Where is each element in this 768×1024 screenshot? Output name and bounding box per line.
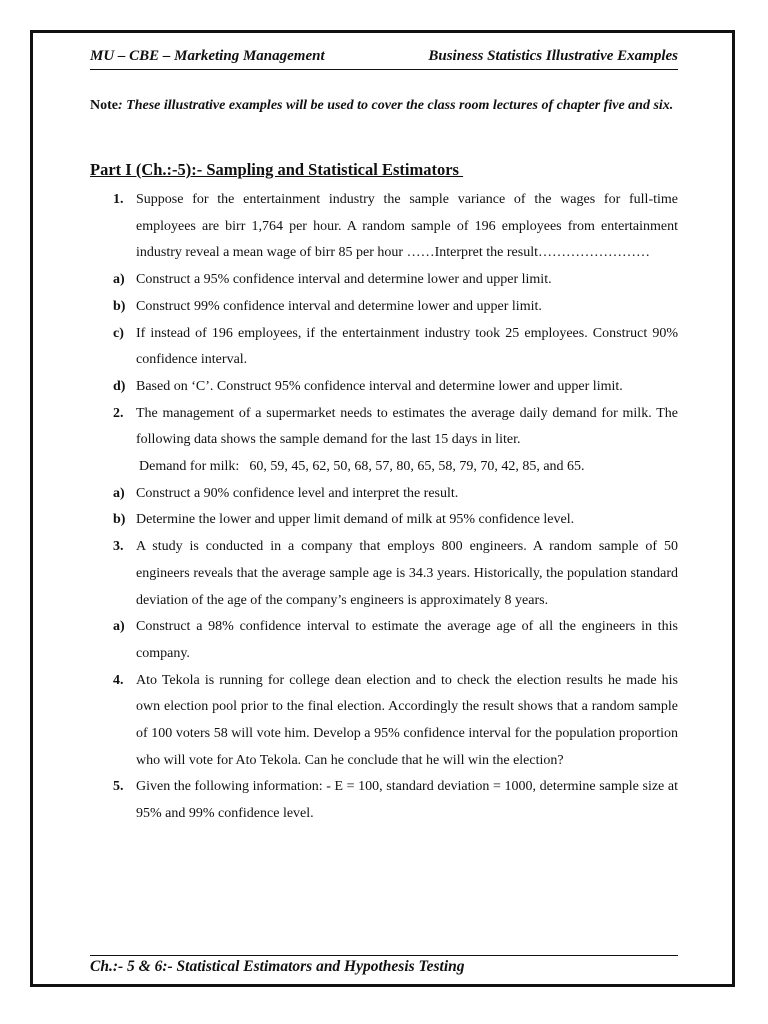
question-1a (90, 267, 678, 294)
question-list (90, 187, 678, 828)
item-text: Construct a 95% confidence interval and determine lower and upper limit. (136, 272, 552, 288)
question-2a (90, 481, 678, 508)
item-text: Given the following information: - E = 100, standard deviation = 1000, determine sample size at 95% and 99% confidence level. (136, 779, 678, 822)
item-marker: d) (113, 378, 126, 394)
item-marker: 4. (113, 672, 124, 688)
item-marker: b) (113, 298, 126, 314)
note-text: : These illustrative examples will be used to cover the class room lectures of chapter five and six. (118, 98, 674, 113)
item-text: Determine the lower and upper limit demand of milk at 95% confidence level. (136, 512, 575, 528)
note-paragraph (90, 92, 678, 119)
question-5 (90, 774, 678, 827)
header-course: MU – CBE – Marketing Management (90, 48, 325, 64)
question-2 (90, 401, 678, 454)
item-text: Construct 99% confidence interval and determine lower and upper limit. (136, 298, 542, 314)
item-marker: 1. (113, 192, 124, 207)
header-title: Business Statistics Illustrative Examples (428, 48, 678, 64)
page-header (90, 47, 678, 70)
demand-label: Demand for milk: (139, 459, 240, 475)
question-4 (90, 668, 678, 775)
question-1 (90, 187, 678, 267)
item-marker: 3. (113, 539, 124, 555)
item-marker: 5. (113, 779, 124, 795)
item-text: Suppose for the entertainment industry the sample variance of the wages for full-time employees are birr 1,764 per hour. A random sample of 196 employees from entertainment industry reveal a mean wage of birr 85 per hour ……Interpret the result…………………… (136, 192, 678, 261)
item-text: If instead of 196 employees, if the entertainment industry took 25 employees. Construct 90% confidence interval. (136, 325, 678, 368)
item-marker: b) (113, 512, 126, 528)
item-marker: 2. (113, 405, 124, 421)
item-text: Construct a 98% confidence interval to estimate the average age of all the engineers in this company. (136, 619, 678, 661)
item-marker: a) (113, 619, 125, 635)
item-text: A study is conducted in a company that employs 800 engineers. A random sample of 50 engineers reveals that the average sample age is 34.3 years. Historically, the population standard deviation of the age of the company’s engineers is approximately 8 years. (136, 539, 678, 608)
item-marker: a) (113, 272, 125, 288)
note-label: Note (90, 98, 118, 113)
part-title: Part I (Ch.:-5):- Sampling and Statistical Estimators (90, 160, 464, 179)
item-text: Construct a 90% confidence level and interpret the result. (136, 485, 459, 501)
question-1d (90, 374, 678, 401)
item-marker: a) (113, 485, 125, 501)
item-text: Ato Tekola is running for college dean election and to check the election results he made his own election pool prior to the final election. Accordingly the result shows that a random sample of 100 voters 58 will vote him. Develop a 95% confidence interval for the population proportion who will vote for Ato Tekola. Can he conclude that he will win the election? (136, 672, 678, 768)
question-2b (90, 507, 678, 534)
demand-values: 60, 59, 45, 62, 50, 68, 57, 80, 65, 58, 79, 70, 42, 85, and 65. (249, 459, 585, 475)
question-3 (90, 534, 678, 614)
milk-demand-data (90, 454, 678, 481)
question-1b (90, 294, 678, 321)
item-text: The management of a supermarket needs to estimates the average daily demand for milk. The following data shows the sample demand for the last 15 days in liter. (136, 405, 678, 448)
question-3a (90, 614, 678, 667)
footer-divider (90, 955, 678, 956)
question-1c (90, 321, 678, 374)
item-text: Based on ‘C’. Construct 95% confidence interval and determine lower and upper limit. (136, 378, 623, 394)
item-marker: c) (113, 325, 124, 341)
page-footer: Ch.:- 5 & 6:- Statistical Estimators and Hypothesis Testing (90, 958, 465, 975)
